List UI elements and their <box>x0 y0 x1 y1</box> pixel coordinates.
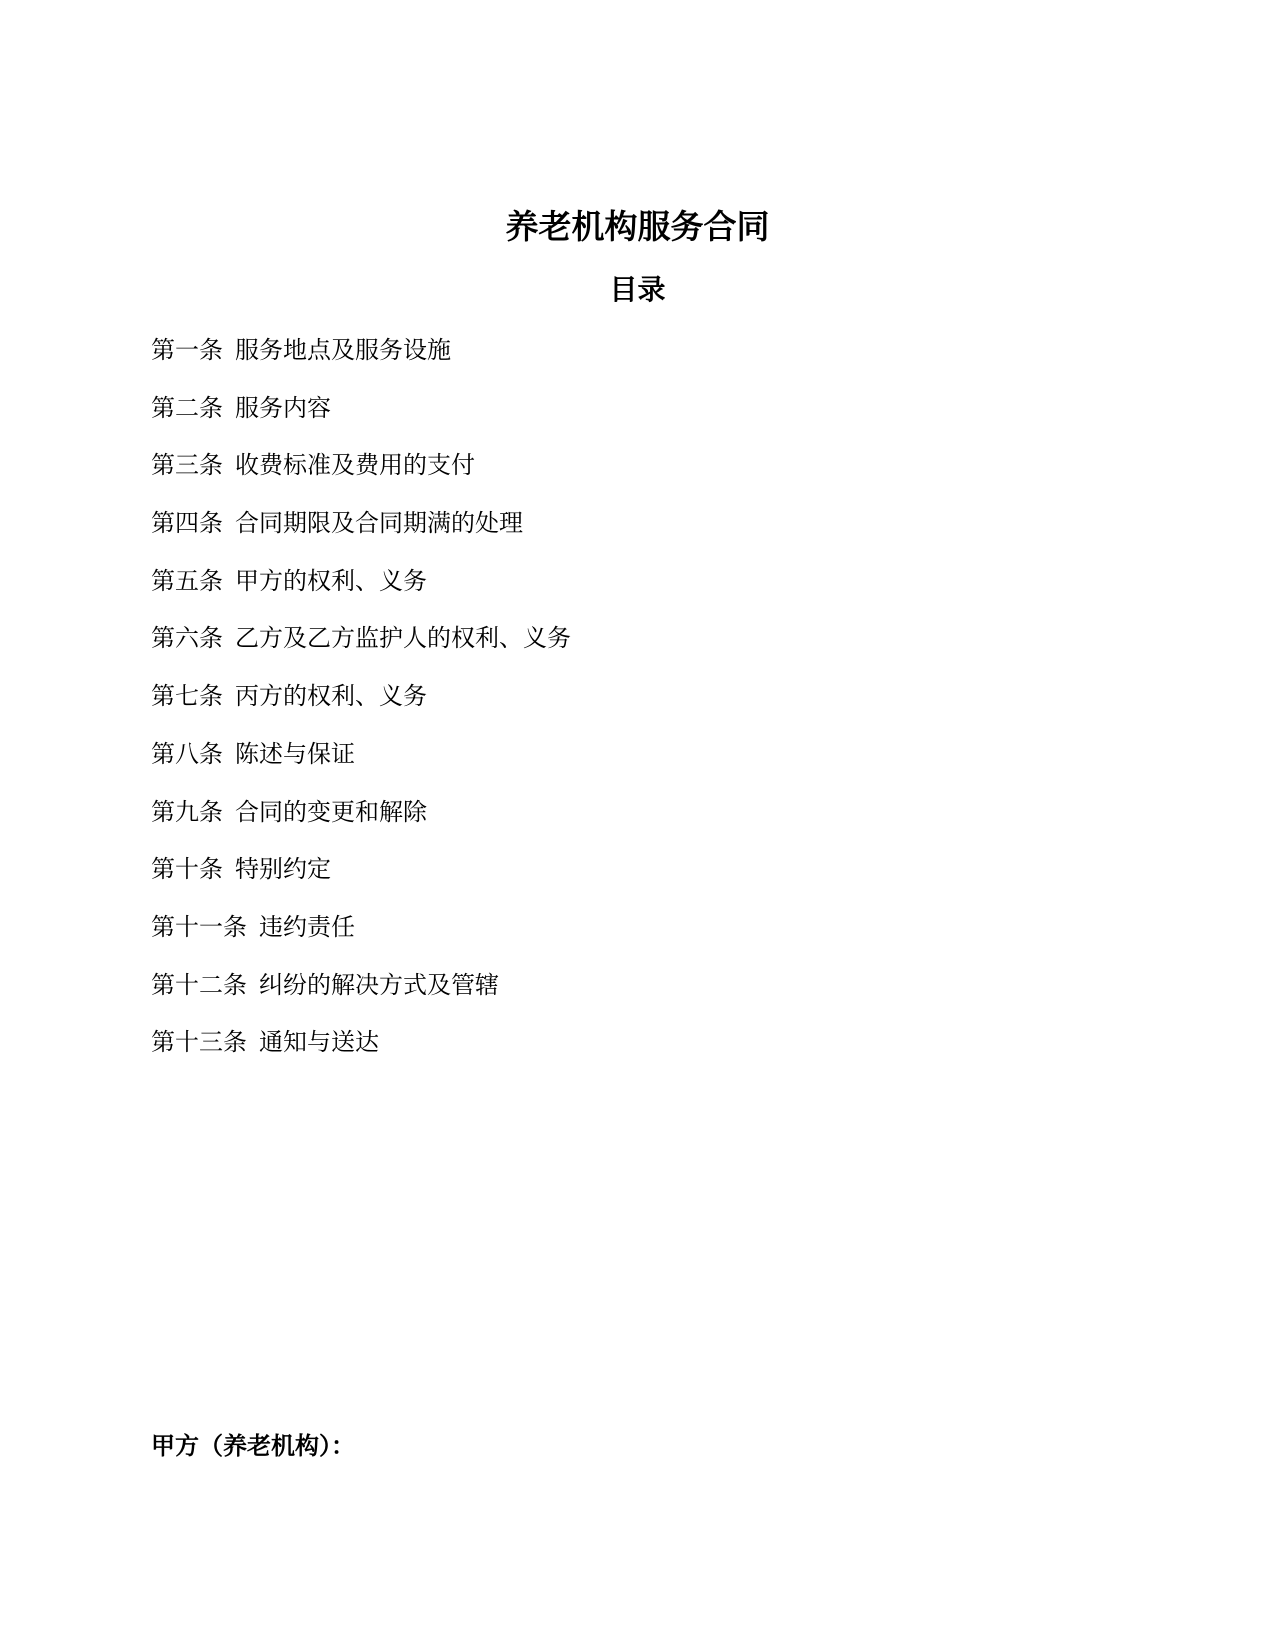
toc-item <box>151 969 571 1001</box>
article-title: 收费标准及费用的支付 <box>235 451 475 480</box>
article-title: 违约责任 <box>259 912 355 941</box>
article-number: 第十条 <box>151 855 223 884</box>
toc-item <box>151 680 571 712</box>
article-number: 第二条 <box>151 393 223 422</box>
article-title: 丙方的权利、义务 <box>235 682 427 711</box>
article-title: 特别约定 <box>235 855 331 884</box>
toc-item <box>151 738 571 770</box>
table-of-contents <box>151 334 571 1084</box>
party-a-label: 甲方（养老机构）： <box>151 1431 355 1460</box>
article-number: 第四条 <box>151 509 223 538</box>
article-title: 甲方的权利、义务 <box>235 566 427 595</box>
article-title: 服务内容 <box>235 393 331 422</box>
article-title: 乙方及乙方监护人的权利、义务 <box>235 624 571 653</box>
article-number: 第十二条 <box>151 970 247 999</box>
toc-item <box>151 1026 571 1058</box>
toc-item <box>151 622 571 654</box>
toc-item <box>151 334 571 366</box>
article-number: 第八条 <box>151 739 223 768</box>
document-title: 养老机构服务合同 <box>505 207 770 246</box>
article-number: 第十一条 <box>151 912 247 941</box>
article-number: 第六条 <box>151 624 223 653</box>
article-number: 第五条 <box>151 566 223 595</box>
toc-item <box>151 853 571 885</box>
toc-item <box>151 507 571 539</box>
article-number: 第九条 <box>151 797 223 826</box>
article-number: 第七条 <box>151 682 223 711</box>
toc-item <box>151 565 571 597</box>
article-title: 陈述与保证 <box>235 739 355 768</box>
toc-item <box>151 796 571 828</box>
toc-item <box>151 449 571 481</box>
article-title: 服务地点及服务设施 <box>235 336 451 364</box>
article-title: 通知与送达 <box>259 1028 379 1057</box>
article-title: 合同的变更和解除 <box>235 797 427 826</box>
toc-heading: 目录 <box>609 273 666 306</box>
toc-item <box>151 392 571 424</box>
article-title: 合同期限及合同期满的处理 <box>235 509 523 538</box>
article-number: 第一条 <box>151 336 223 364</box>
toc-item <box>151 911 571 943</box>
article-number: 第十三条 <box>151 1028 247 1057</box>
article-title: 纠纷的解决方式及管辖 <box>259 970 499 999</box>
article-number: 第三条 <box>151 451 223 480</box>
